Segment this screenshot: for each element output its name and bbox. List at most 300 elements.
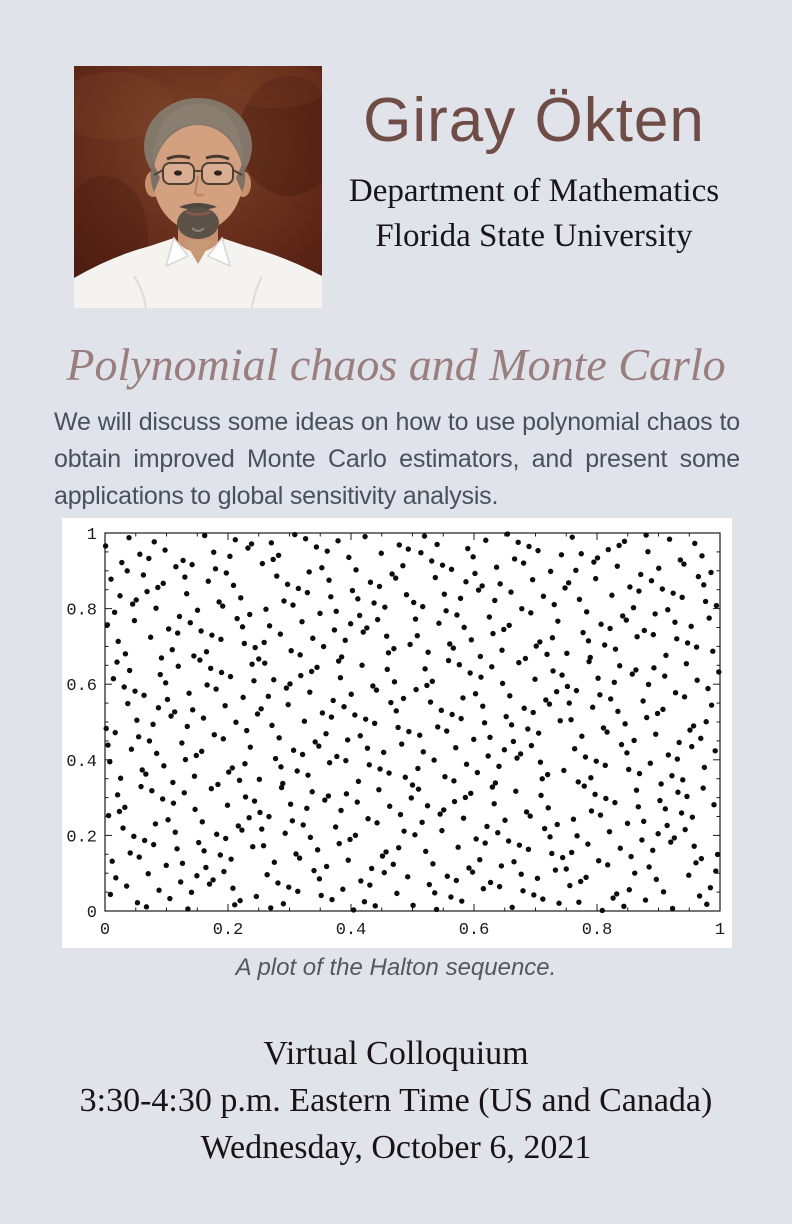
data-point [176, 664, 181, 669]
data-point [660, 586, 665, 591]
data-point [294, 768, 299, 773]
data-point [132, 618, 137, 623]
data-point [454, 878, 459, 883]
data-point [105, 742, 110, 747]
data-point [314, 544, 319, 549]
x-tick-label: 0.8 [581, 921, 613, 940]
data-point [694, 678, 699, 683]
data-point [172, 709, 177, 714]
data-point [529, 743, 534, 748]
data-point [310, 789, 315, 794]
data-point [380, 853, 385, 858]
data-point [362, 899, 367, 904]
data-point [372, 721, 377, 726]
data-point [585, 841, 590, 846]
data-point [549, 851, 554, 856]
data-point [146, 556, 151, 561]
data-point [226, 769, 231, 774]
data-point [305, 772, 310, 777]
data-point [473, 691, 478, 696]
data-point [281, 901, 286, 906]
data-point [630, 671, 635, 676]
data-point [173, 829, 178, 834]
data-point [424, 683, 429, 688]
data-point [560, 855, 565, 860]
data-point [470, 554, 475, 559]
data-point [337, 841, 342, 846]
data-point [137, 854, 142, 859]
data-point [309, 669, 314, 674]
data-point [572, 746, 577, 751]
data-point [479, 583, 484, 588]
data-point [535, 876, 540, 881]
data-point [606, 547, 611, 552]
y-tick-label: 0.6 [66, 677, 97, 697]
data-point [269, 723, 274, 728]
data-point [703, 719, 708, 724]
data-point [236, 823, 241, 828]
data-point [505, 531, 510, 536]
data-point [550, 668, 555, 673]
data-point [122, 805, 127, 810]
data-point [708, 885, 713, 890]
data-point [589, 808, 594, 813]
y-tick-label: 0.4 [66, 752, 97, 772]
data-point [166, 626, 171, 631]
data-point [554, 689, 559, 694]
data-point [631, 738, 636, 743]
data-point [119, 560, 124, 565]
data-point [552, 602, 557, 607]
data-point [646, 864, 651, 869]
data-point [644, 715, 649, 720]
data-point [367, 762, 372, 767]
data-point [287, 681, 292, 686]
data-point [485, 753, 490, 758]
data-point [526, 847, 531, 852]
data-point [327, 760, 332, 765]
data-point [350, 588, 355, 593]
data-point [391, 862, 396, 867]
data-point [484, 824, 489, 829]
data-point [499, 863, 504, 868]
data-point [436, 621, 441, 626]
goatee [177, 207, 219, 239]
data-point [292, 532, 297, 537]
data-point [122, 684, 127, 689]
data-point [403, 775, 408, 780]
data-point [110, 859, 115, 864]
data-point [156, 705, 161, 710]
data-point [306, 569, 311, 574]
data-point [427, 882, 432, 887]
data-point [150, 722, 155, 727]
data-point [379, 551, 384, 556]
data-point [356, 779, 361, 784]
data-point [690, 814, 695, 819]
data-point [519, 871, 524, 876]
data-point [347, 837, 352, 842]
data-point [275, 880, 280, 885]
data-point [622, 539, 627, 544]
data-point [514, 755, 519, 760]
data-point [673, 690, 678, 695]
data-point [417, 733, 422, 738]
data-point [689, 744, 694, 749]
data-point [182, 574, 187, 579]
data-point [332, 627, 337, 632]
data-point [370, 683, 375, 688]
data-point [460, 695, 465, 700]
data-point [276, 735, 281, 740]
data-point [127, 668, 132, 673]
data-point [386, 650, 391, 655]
data-point [664, 823, 669, 828]
data-point [420, 604, 425, 609]
data-point [468, 791, 473, 796]
data-point [471, 737, 476, 742]
data-point [218, 637, 223, 642]
data-point [480, 703, 485, 708]
data-point [326, 793, 331, 798]
data-point [684, 661, 689, 666]
data-point [628, 854, 633, 859]
data-point [693, 860, 698, 865]
data-point [242, 641, 247, 646]
data-point [615, 563, 620, 568]
data-point [182, 790, 187, 795]
data-point [501, 627, 506, 632]
data-point [546, 805, 551, 810]
data-point [663, 806, 668, 811]
data-point [685, 640, 690, 645]
data-point [298, 673, 303, 678]
data-point [153, 605, 158, 610]
data-point [443, 608, 448, 613]
data-point [697, 893, 702, 898]
data-point [134, 597, 139, 602]
data-point [608, 696, 613, 701]
data-point [702, 765, 707, 770]
data-point [605, 862, 610, 867]
header-text-block [322, 88, 746, 259]
data-point [620, 613, 625, 618]
data-point [576, 779, 581, 784]
data-point [300, 822, 305, 827]
data-point [204, 682, 209, 687]
x-tick-label: 0 [99, 921, 111, 940]
data-point [194, 753, 199, 758]
data-point [141, 693, 146, 698]
data-point [302, 719, 307, 724]
data-point [706, 615, 711, 620]
data-point [576, 899, 581, 904]
data-point [162, 547, 167, 552]
data-point [665, 607, 670, 612]
data-point [574, 833, 579, 838]
data-point [679, 595, 684, 600]
data-point [149, 788, 154, 793]
data-point [579, 551, 584, 556]
data-point [506, 623, 511, 628]
data-point [531, 710, 536, 715]
data-point [307, 689, 312, 694]
x-tick-label: 0.4 [335, 921, 367, 940]
data-point [681, 561, 686, 566]
data-point [257, 777, 262, 782]
data-point [641, 819, 646, 824]
data-point [397, 542, 402, 547]
data-point [296, 586, 301, 591]
data-point [358, 878, 363, 883]
data-point [595, 675, 600, 680]
data-point [353, 567, 358, 572]
data-point [285, 582, 290, 587]
data-point [705, 686, 710, 691]
data-point [483, 538, 488, 543]
data-point [633, 667, 638, 672]
data-point [338, 808, 343, 813]
data-point [143, 771, 148, 776]
data-point [186, 691, 191, 696]
data-point [245, 545, 250, 550]
data-point [654, 877, 659, 882]
data-point [358, 733, 363, 738]
data-point [297, 855, 302, 860]
data-point [171, 800, 176, 805]
data-point [461, 815, 466, 820]
data-point [246, 815, 251, 820]
data-point [489, 664, 494, 669]
data-point [672, 619, 677, 624]
data-point [594, 758, 599, 763]
scatter-points [103, 531, 722, 913]
data-point [293, 851, 298, 856]
data-point [132, 688, 137, 693]
data-point [528, 610, 533, 615]
data-point [652, 611, 657, 616]
data-point [272, 860, 277, 865]
data-point [669, 773, 674, 778]
data-point [704, 902, 709, 907]
data-point [144, 904, 149, 909]
data-point [221, 736, 226, 741]
event-details [0, 1030, 792, 1171]
data-point [167, 896, 172, 901]
data-point [406, 729, 411, 734]
data-point [509, 722, 514, 727]
data-point [396, 845, 401, 850]
data-point [499, 647, 504, 652]
data-point [381, 750, 386, 755]
data-point [363, 716, 368, 721]
data-point [399, 741, 404, 746]
data-point [177, 614, 182, 619]
y-tick-label: 0.8 [66, 601, 97, 621]
data-point [178, 879, 183, 884]
data-point [674, 636, 679, 641]
data-point [452, 799, 457, 804]
data-point [310, 636, 315, 641]
data-point [506, 838, 511, 843]
data-point [199, 749, 204, 754]
data-point [625, 821, 630, 826]
data-point [179, 740, 184, 745]
data-point [191, 653, 196, 658]
data-point [699, 553, 704, 558]
data-point [570, 534, 575, 539]
data-point [261, 640, 266, 645]
data-point [163, 680, 168, 685]
data-point [430, 679, 435, 684]
data-point [273, 756, 278, 761]
data-point [472, 571, 477, 576]
data-point [524, 809, 529, 814]
data-point [144, 589, 149, 594]
data-point [476, 587, 481, 592]
data-point [597, 692, 602, 697]
data-point [270, 557, 275, 562]
data-point [638, 572, 643, 577]
data-point [232, 902, 237, 907]
data-point [394, 891, 399, 896]
data-point [516, 660, 521, 665]
data-point [709, 702, 714, 707]
data-point [586, 638, 591, 643]
data-point [447, 641, 452, 646]
data-point [425, 803, 430, 808]
data-point [711, 802, 716, 807]
data-point [405, 874, 410, 879]
data-point [439, 828, 444, 833]
data-point [534, 643, 539, 648]
data-point [668, 839, 673, 844]
data-point [614, 891, 619, 896]
data-point [281, 598, 286, 603]
data-point [520, 888, 525, 893]
data-point [374, 820, 379, 825]
data-point [593, 576, 598, 581]
data-point [618, 846, 623, 851]
data-point [180, 558, 185, 563]
data-point [412, 832, 417, 837]
data-point [411, 600, 416, 605]
data-point [268, 905, 273, 910]
data-point [371, 600, 376, 605]
data-point [340, 887, 345, 892]
data-point [175, 630, 180, 635]
data-point [566, 580, 571, 585]
data-point [389, 571, 394, 576]
data-point [308, 835, 313, 840]
data-point [698, 736, 703, 741]
data-point [567, 883, 572, 888]
data-point [604, 729, 609, 734]
data-point [541, 594, 546, 599]
data-point [555, 618, 560, 623]
data-point [521, 560, 526, 565]
data-point [252, 798, 257, 803]
data-point [170, 647, 175, 652]
data-point [351, 907, 356, 912]
data-point [421, 749, 426, 754]
data-point [184, 591, 189, 596]
data-point [413, 616, 418, 621]
data-point [694, 644, 699, 649]
data-point [409, 795, 414, 800]
data-point [503, 714, 508, 719]
data-point [325, 548, 330, 553]
data-point [596, 858, 601, 863]
data-point [453, 745, 458, 750]
data-point [203, 865, 208, 870]
data-point [368, 580, 373, 585]
data-point [661, 889, 666, 894]
data-point [369, 866, 374, 871]
data-point [600, 908, 605, 913]
data-point [112, 610, 117, 615]
data-point [324, 864, 329, 869]
data-point [660, 707, 665, 712]
data-point [113, 875, 118, 880]
data-point [211, 549, 216, 554]
data-point [636, 588, 641, 593]
data-point [129, 747, 134, 752]
data-point [219, 670, 224, 675]
data-point [643, 897, 648, 902]
data-point [624, 617, 629, 622]
data-point [261, 843, 266, 848]
data-point [469, 637, 474, 642]
data-point [237, 898, 242, 903]
data-point [536, 730, 541, 735]
plot-frame [105, 533, 720, 911]
data-point [214, 832, 219, 837]
talk-abstract: We will discuss some ideas on how to use polynomial chaos to obtain improved Monte Carlo estimators, and present some applications to global sensitivity analysis. [54, 408, 740, 510]
data-point [428, 699, 433, 704]
data-point [473, 836, 478, 841]
data-point [634, 634, 639, 639]
data-point [207, 881, 212, 886]
data-point [105, 622, 110, 627]
data-point [313, 739, 318, 744]
data-point [153, 821, 158, 826]
data-point [464, 762, 469, 767]
data-point [221, 869, 226, 874]
data-point [148, 635, 153, 640]
data-point [434, 542, 439, 547]
data-point [422, 666, 427, 671]
data-point [183, 757, 188, 762]
data-point [231, 583, 236, 588]
data-point [130, 601, 135, 606]
data-point [106, 813, 111, 818]
y-tick-label: 1 [86, 526, 97, 545]
eye-right [214, 170, 222, 175]
data-point [696, 574, 701, 579]
speaker-affiliation [322, 169, 746, 259]
data-point [314, 665, 319, 670]
data-point [377, 584, 382, 589]
data-point [146, 871, 151, 876]
data-point [303, 536, 308, 541]
data-point [346, 857, 351, 862]
data-point [631, 605, 636, 610]
data-point [679, 810, 684, 815]
data-point [522, 706, 527, 711]
data-point [519, 606, 524, 611]
data-point [433, 575, 438, 580]
